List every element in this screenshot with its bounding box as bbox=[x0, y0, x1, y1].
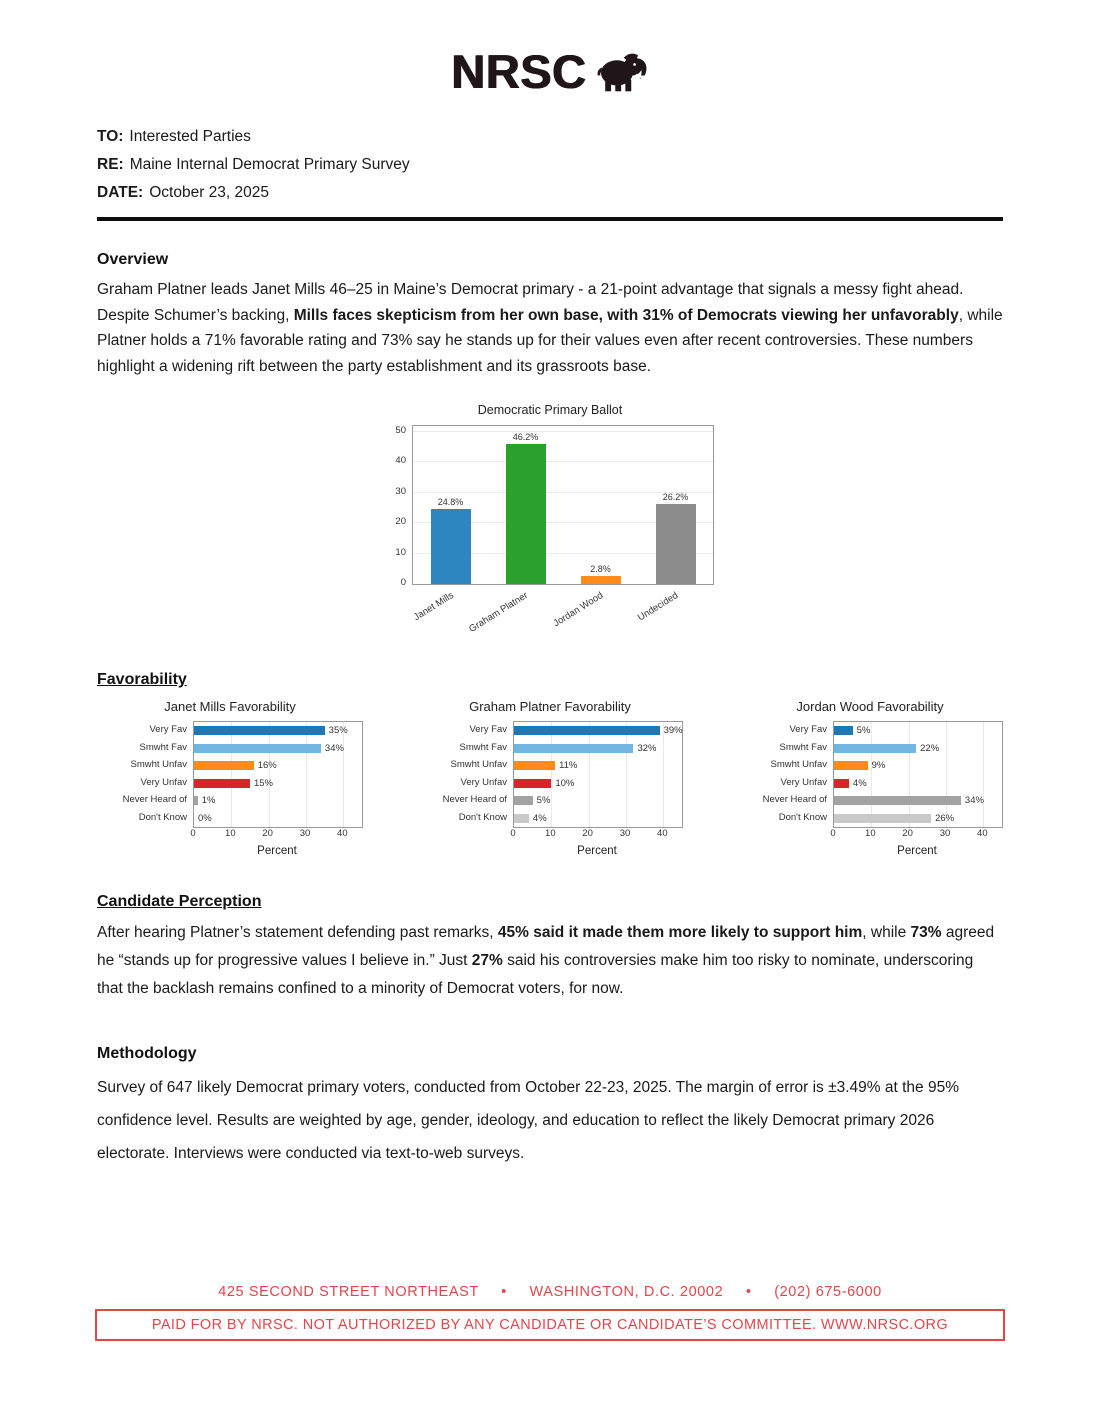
category-label-very-fav: Very Fav bbox=[149, 724, 187, 735]
x-axis-label-janet-mills: Janet Mills bbox=[411, 590, 456, 624]
bar-undecided bbox=[656, 504, 696, 584]
nrsc-logo-text: NRSC bbox=[451, 45, 587, 98]
x-axis-label-jordan-wood: Jordan Wood bbox=[551, 590, 606, 630]
janet-mills-favorability-chart bbox=[97, 699, 363, 857]
bar-never-heard-of bbox=[514, 796, 533, 805]
bar-very-fav bbox=[834, 726, 853, 735]
bar-value-label: 0% bbox=[198, 812, 212, 824]
paragraph-bold-segment: 27% bbox=[471, 952, 503, 969]
bar-value-label: 26.2% bbox=[662, 492, 689, 503]
x-tick-label: 40 bbox=[657, 828, 668, 839]
x-tick-label: 40 bbox=[337, 828, 348, 839]
footer-separator: • bbox=[501, 1284, 507, 1300]
x-axis-ticks bbox=[190, 828, 361, 841]
x-tick-label: 10 bbox=[865, 828, 876, 839]
y-tick-label: 50 bbox=[395, 425, 406, 437]
gridline bbox=[231, 722, 232, 827]
chart-title: Democratic Primary Ballot bbox=[477, 403, 623, 417]
x-tick-label: 0 bbox=[190, 828, 196, 839]
paragraph-segment: , while Platner holds a 71% favorable rating and 73% say he stands up for their values even after recent controversies. These numbers highlight a widening rift between the party establishment and its grassroots base. bbox=[97, 306, 1003, 375]
chart-body bbox=[97, 721, 363, 828]
category-label-smwht-unfav: Smwht Unfav bbox=[450, 759, 507, 770]
x-tick-label: 10 bbox=[545, 828, 556, 839]
bar-smwht-fav bbox=[514, 744, 633, 753]
candidate-perception-heading: Candidate Perception bbox=[97, 893, 262, 910]
memo-re-value: Maine Internal Democrat Primary Survey bbox=[129, 156, 410, 173]
x-axis-ticks bbox=[830, 828, 1001, 841]
candidate-perception-paragraph bbox=[97, 919, 1003, 1003]
bar-very-fav bbox=[514, 726, 660, 735]
elephant-icon bbox=[595, 51, 649, 93]
bar-smwht-fav bbox=[834, 744, 916, 753]
bar-value-label: 32% bbox=[637, 742, 657, 754]
bar-smwht-unfav bbox=[834, 761, 868, 770]
bar-don-t-know bbox=[514, 814, 529, 823]
overview-paragraph bbox=[97, 277, 1003, 379]
bar-value-label: 16% bbox=[257, 760, 277, 771]
memo-divider bbox=[97, 217, 1003, 221]
bar-very-unfav bbox=[194, 779, 250, 788]
x-tick-label: 30 bbox=[299, 828, 311, 839]
footer-disclaimer-box bbox=[95, 1309, 1005, 1341]
category-axis bbox=[97, 721, 193, 826]
bar-smwht-unfav bbox=[514, 761, 555, 770]
x-tick-label: 0 bbox=[830, 828, 836, 839]
category-axis bbox=[417, 721, 513, 826]
bar-value-label: 26% bbox=[935, 812, 955, 824]
bar-don-t-know bbox=[834, 814, 931, 823]
methodology-heading: Methodology bbox=[97, 1045, 197, 1062]
plot-area bbox=[513, 721, 683, 828]
bar-value-label: 34% bbox=[964, 795, 984, 806]
category-label-don-t-know: Don't Know bbox=[138, 811, 187, 823]
bar-value-label: 46.2% bbox=[512, 431, 539, 442]
chart-body bbox=[737, 721, 1003, 828]
x-tick-label: 20 bbox=[902, 828, 913, 839]
paragraph-segment: After hearing Platner’s statement defending past remarks, bbox=[97, 924, 498, 941]
footer-address: 425 SECOND STREET NORTHEAST bbox=[218, 1284, 479, 1300]
gridline bbox=[413, 461, 713, 462]
paragraph-segment: Graham Platner leads Janet Mills 46–25 in Maine’s Democrat primary - a 21-point advantage that signals a messy fight ahead. Despite Schumer’s backing, bbox=[97, 281, 964, 324]
paragraph-segment: said his controversies make him too risky to nominate, underscoring that the backlash remains confined to a minority of Democrat voters, for now. bbox=[97, 952, 974, 997]
bar-value-label: 5% bbox=[856, 725, 871, 736]
paragraph-segment: agreed he “stands up for progressive values I believe in.” Just bbox=[97, 924, 995, 969]
chart-body bbox=[386, 425, 714, 588]
bar-value-label: 4% bbox=[532, 812, 547, 824]
plot-area bbox=[193, 721, 363, 828]
category-label-very-unfav: Very Unfav bbox=[460, 776, 507, 788]
bar-graham-platner bbox=[506, 444, 546, 584]
x-tick-label: 30 bbox=[619, 828, 631, 839]
x-axis-title: Percent bbox=[257, 845, 297, 857]
bar-value-label: 22% bbox=[920, 742, 940, 754]
footer-address-line bbox=[95, 1284, 1005, 1300]
x-tick-label: 20 bbox=[262, 828, 273, 839]
memo-to-value: Interested Parties bbox=[129, 128, 251, 145]
footer-disclaimer: PAID FOR BY NRSC. NOT AUTHORIZED BY ANY CANDIDATE OR CANDIDATE’S COMMITTEE. WWW.NRSC.ORG bbox=[151, 1317, 949, 1333]
bar-value-label: 10% bbox=[555, 777, 575, 789]
ballot-chart-wrapper bbox=[97, 403, 1003, 635]
bar-value-label: 11% bbox=[559, 760, 578, 771]
category-label-very-fav: Very Fav bbox=[789, 724, 827, 735]
category-axis bbox=[737, 721, 833, 826]
memo-re-line bbox=[97, 151, 1003, 179]
bar-jordan-wood bbox=[581, 576, 621, 585]
category-label-don-t-know: Don't Know bbox=[778, 811, 827, 823]
chart-body bbox=[417, 721, 683, 828]
gridline bbox=[983, 722, 984, 827]
category-label-very-unfav: Very Unfav bbox=[140, 776, 187, 788]
bar-value-label: 2.8% bbox=[590, 563, 611, 574]
gridline bbox=[909, 722, 910, 827]
paragraph-bold-segment: 45% said it made them more likely to support him bbox=[497, 924, 863, 941]
bar-value-label: 35% bbox=[328, 725, 348, 736]
memo-re-label: RE: bbox=[97, 156, 124, 173]
x-tick-label: 20 bbox=[582, 828, 593, 839]
favorability-charts-row bbox=[97, 699, 1003, 857]
footer-city: WASHINGTON, D.C. 20002 bbox=[529, 1284, 724, 1300]
x-tick-label: 0 bbox=[510, 828, 516, 839]
democratic-primary-ballot-chart bbox=[386, 403, 714, 635]
bar-very-unfav bbox=[834, 779, 849, 788]
overview-heading: Overview bbox=[97, 251, 169, 268]
memo-date-value: October 23, 2025 bbox=[149, 184, 269, 201]
y-tick-label: 40 bbox=[395, 455, 406, 467]
bar-value-label: 1% bbox=[201, 795, 216, 806]
y-tick-label: 30 bbox=[395, 485, 406, 497]
graham-platner-favorability-chart bbox=[417, 699, 683, 857]
category-label-smwht-fav: Smwht Fav bbox=[459, 741, 507, 753]
footer-phone: (202) 675-6000 bbox=[774, 1284, 882, 1300]
bar-value-label: 15% bbox=[253, 777, 273, 789]
gridline bbox=[306, 722, 307, 827]
paragraph-bold-segment: 73% bbox=[910, 924, 942, 941]
memo-to-label: TO: bbox=[97, 128, 124, 145]
category-label-very-unfav: Very Unfav bbox=[780, 776, 827, 788]
y-axis bbox=[386, 425, 412, 588]
chart-title: Janet Mills Favorability bbox=[164, 699, 296, 714]
memo-to-line bbox=[97, 123, 1003, 151]
bar-never-heard-of bbox=[834, 796, 961, 805]
bar-value-label: 39% bbox=[663, 725, 683, 736]
plot-area bbox=[833, 721, 1003, 828]
category-label-smwht-unfav: Smwht Unfav bbox=[770, 759, 827, 770]
x-axis-title: Percent bbox=[577, 845, 617, 857]
category-label-very-fav: Very Fav bbox=[469, 724, 507, 735]
category-label-smwht-fav: Smwht Fav bbox=[139, 741, 187, 753]
gridline bbox=[551, 722, 552, 827]
gridline bbox=[413, 431, 713, 432]
chart-title: Graham Platner Favorability bbox=[469, 699, 631, 714]
bar-very-fav bbox=[194, 726, 325, 735]
methodology-paragraph bbox=[97, 1071, 1003, 1170]
category-label-never-heard-of: Never Heard of bbox=[762, 794, 827, 805]
gridline bbox=[871, 722, 872, 827]
category-label-never-heard-of: Never Heard of bbox=[122, 794, 187, 805]
bar-smwht-unfav bbox=[194, 761, 254, 770]
memo-date-line bbox=[97, 179, 1003, 207]
x-axis-label-undecided: Undecided bbox=[635, 590, 681, 624]
category-label-smwht-fav: Smwht Fav bbox=[779, 741, 827, 753]
x-axis-ticks bbox=[510, 828, 681, 841]
bar-value-label: 34% bbox=[324, 742, 344, 754]
x-tick-label: 30 bbox=[939, 828, 951, 839]
bar-janet-mills bbox=[431, 509, 471, 584]
category-label-don-t-know: Don't Know bbox=[458, 811, 507, 823]
y-tick-label: 0 bbox=[400, 577, 406, 588]
favorability-heading: Favorability bbox=[97, 671, 187, 688]
gridline bbox=[589, 722, 590, 827]
bar-smwht-fav bbox=[194, 744, 321, 753]
paragraph-segment: Survey of 647 likely Democrat primary voters, conducted from October 22-23, 2025. The margin of error is ±3.49% at the 95% confidence level. Results are weighted by age, gender, ideology, and education to reflect the likely Democrat primary 2026 electorate. Interviews were conducted via text-to-web surveys. bbox=[97, 1079, 959, 1162]
x-axis-title: Percent bbox=[897, 845, 937, 857]
bar-very-unfav bbox=[514, 779, 551, 788]
category-label-never-heard-of: Never Heard of bbox=[442, 794, 507, 805]
nrsc-logo bbox=[0, 0, 1100, 99]
bar-value-label: 4% bbox=[852, 777, 867, 789]
x-tick-label: 40 bbox=[977, 828, 988, 839]
paragraph-segment: , while bbox=[862, 924, 911, 941]
bar-value-label: 24.8% bbox=[437, 496, 464, 507]
y-tick-label: 10 bbox=[395, 546, 406, 558]
bar-value-label: 9% bbox=[871, 760, 886, 771]
x-axis-label-graham-platner: Graham Platner bbox=[467, 590, 531, 635]
memo-date-label: DATE: bbox=[97, 184, 144, 201]
footer bbox=[95, 1284, 1005, 1341]
gridline bbox=[626, 722, 627, 827]
y-tick-label: 20 bbox=[395, 516, 406, 528]
plot-area bbox=[412, 425, 714, 585]
category-label-smwht-unfav: Smwht Unfav bbox=[130, 759, 187, 770]
chart-title: Jordan Wood Favorability bbox=[796, 699, 944, 714]
x-tick-label: 10 bbox=[225, 828, 236, 839]
x-axis-labels bbox=[412, 585, 712, 635]
footer-separator: • bbox=[745, 1284, 752, 1300]
bar-never-heard-of bbox=[194, 796, 198, 805]
bar-value-label: 5% bbox=[536, 795, 551, 806]
paragraph-bold-segment: Mills faces skepticism from her own base, with 31% of Democrats viewing her unfavorably bbox=[293, 306, 959, 324]
memo-header bbox=[97, 123, 1003, 207]
jordan-wood-favorability-chart bbox=[737, 699, 1003, 857]
